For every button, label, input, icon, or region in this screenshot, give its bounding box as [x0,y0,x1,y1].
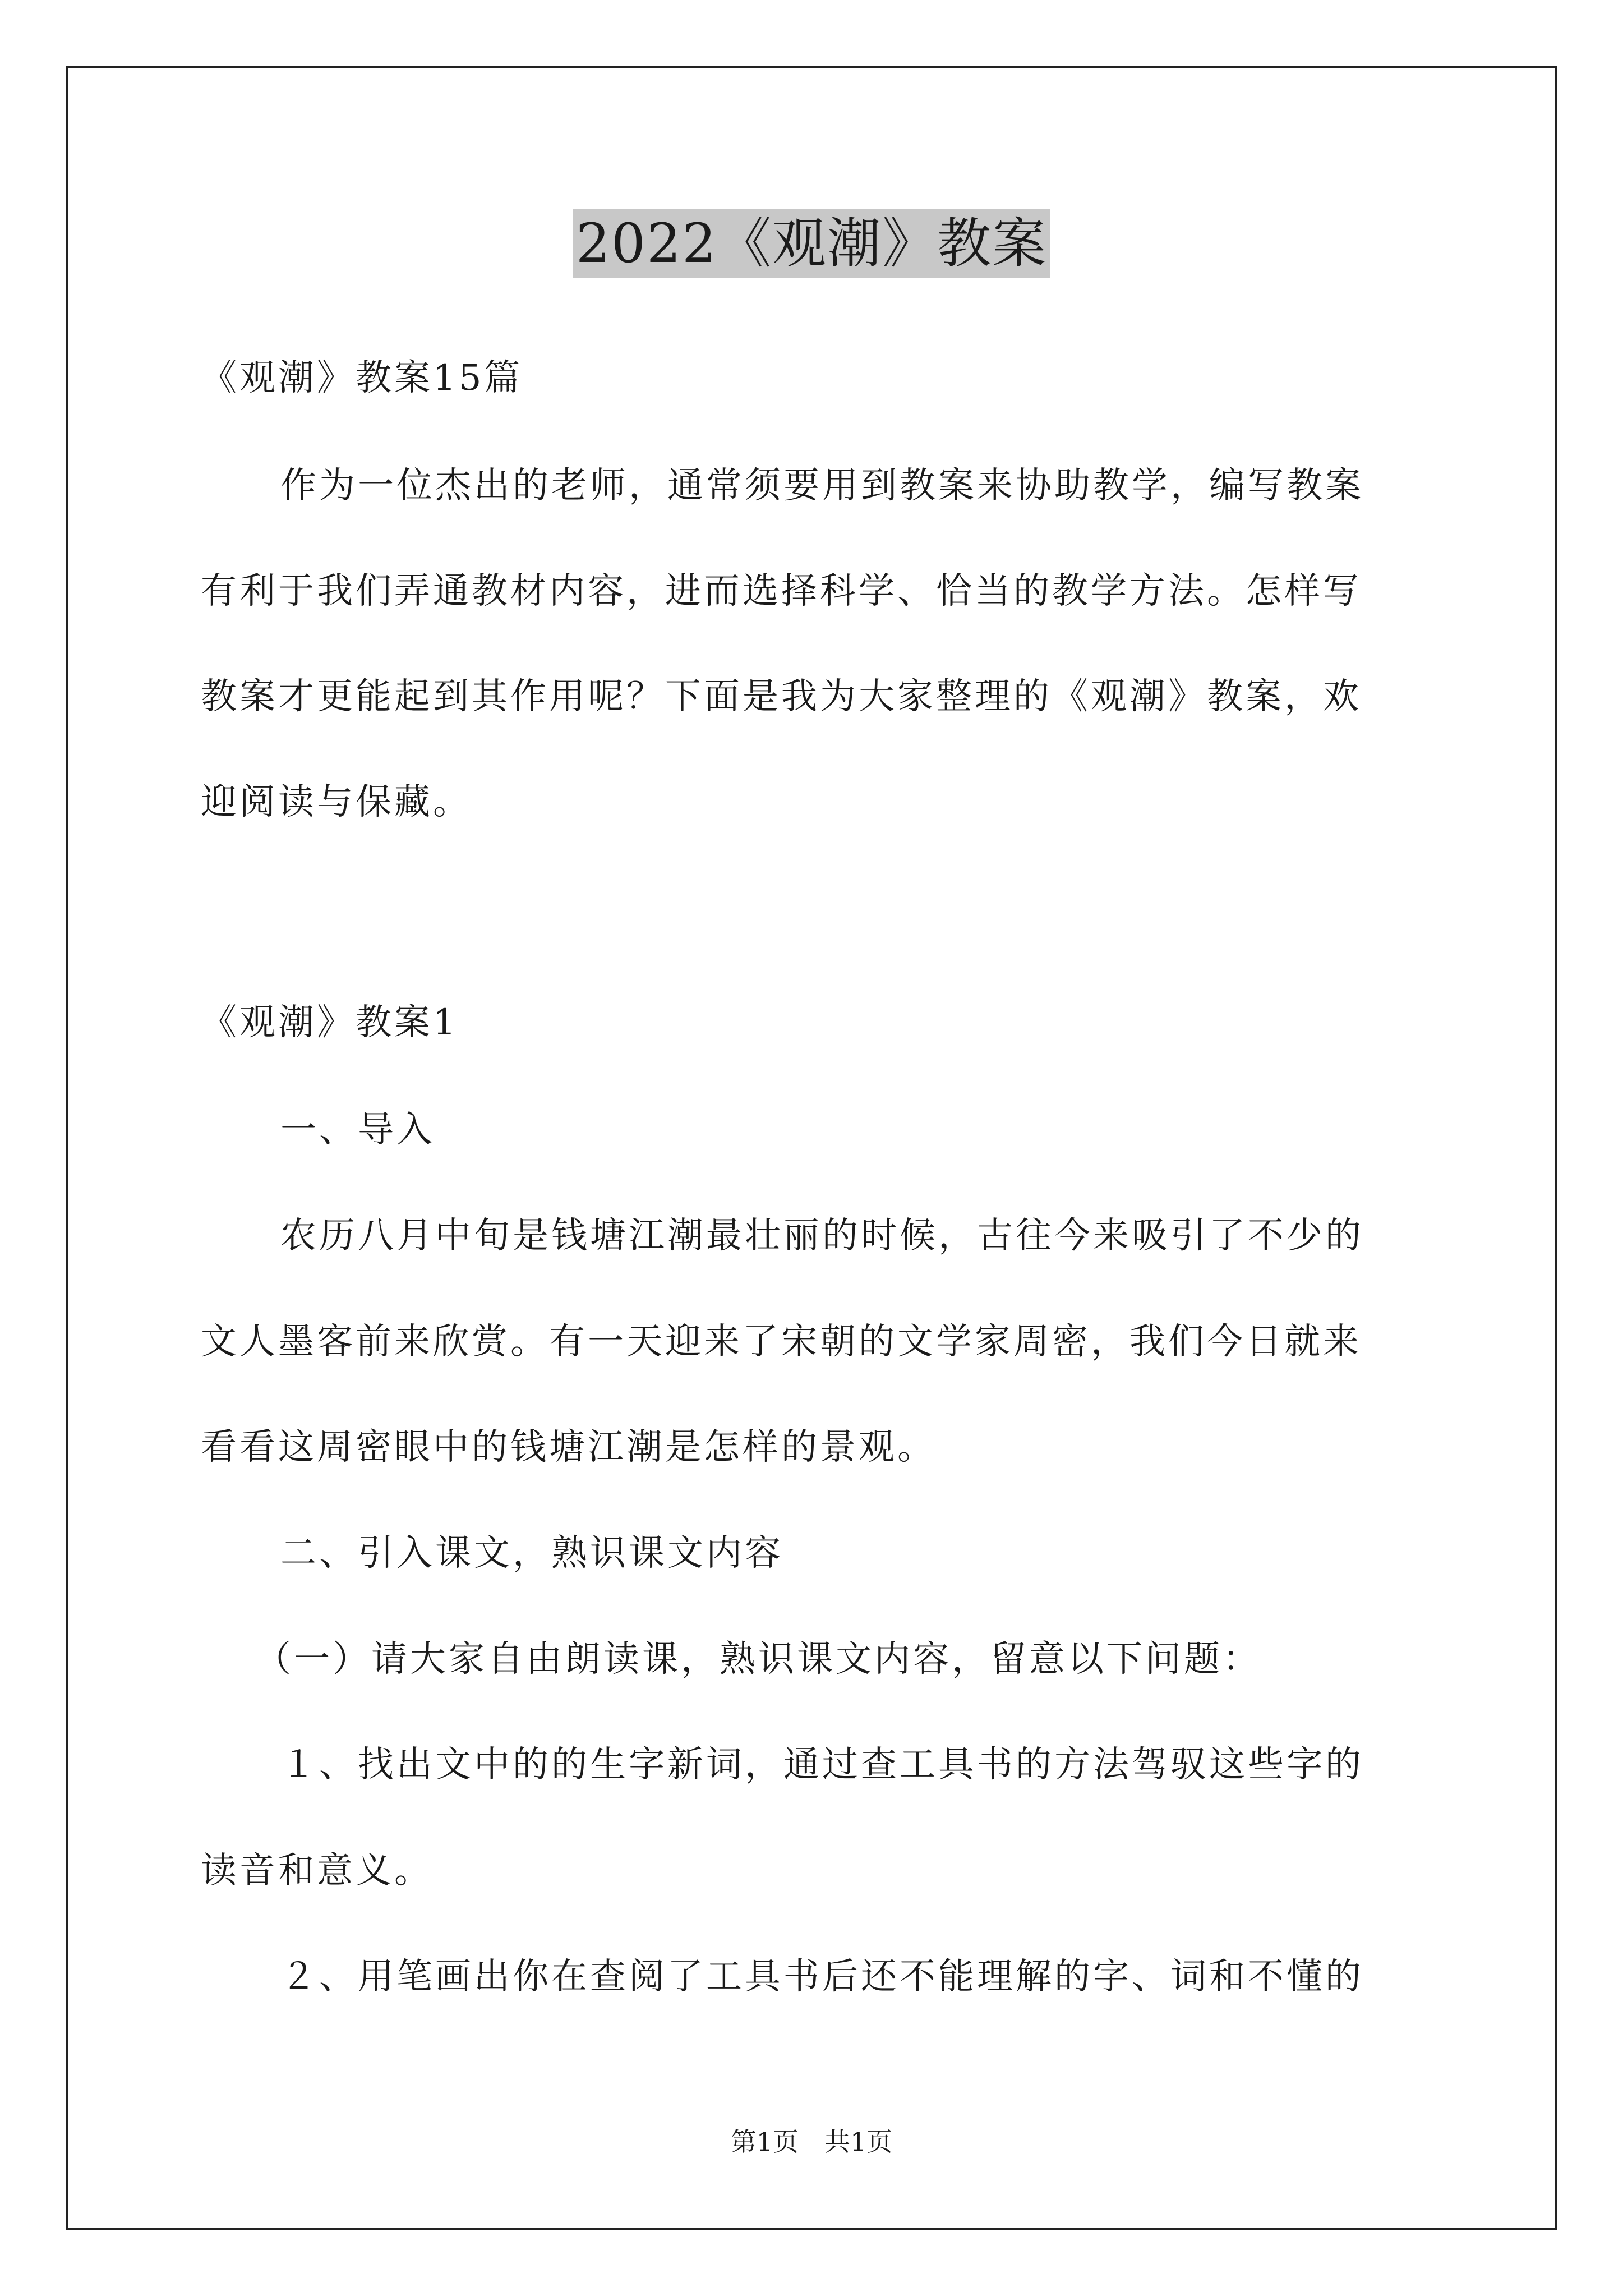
intro-line: 有利于我们弄通教材内容，进而选择科学、恰当的教学方法。怎样写 [201,570,1362,612]
item1-line: 读音和意义。 [201,1850,433,1892]
part2-subheading: （一）请大家自由朗读课，熟识课文内容，留意以下问题： [255,1639,1261,1680]
part2-heading: 二、引入课文，熟识课文内容 [280,1533,783,1574]
item1-line: １、找出文中的的生字新词，通过查工具书的方法驾驭这些字的 [280,1744,1364,1786]
part1-line: 农历八月中旬是钱塘江潮最壮丽的时候，古往今来吸引了不少的 [280,1215,1364,1257]
part1-line: 文人墨客前来欣赏。有一天迎来了宋朝的文学家周密，我们今日就来 [201,1321,1362,1363]
title-wrap [0,209,1623,278]
part1-heading: 一、导入 [280,1109,435,1151]
intro-line: 作为一位杰出的老师，通常须要用到教案来协助教学，编写教案 [280,465,1364,507]
intro-line: 教案才更能起到其作用呢？下面是我为大家整理的《观潮》教案，欢 [201,676,1362,717]
intro-line: 迎阅读与保藏。 [201,781,472,823]
item2-line: ２、用笔画出你在查阅了工具书后还不能理解的字、词和不懂的 [280,1956,1364,1998]
document-subtitle: 《观潮》教案15篇 [201,357,523,399]
part1-line: 看看这周密眼中的钱塘江潮是怎样的景观。 [201,1427,936,1468]
section-heading: 《观潮》教案1 [201,1002,459,1043]
page-footer: 第1页 共1页 [730,2127,893,2157]
document-title: 2022《观潮》教案 [573,209,1050,278]
